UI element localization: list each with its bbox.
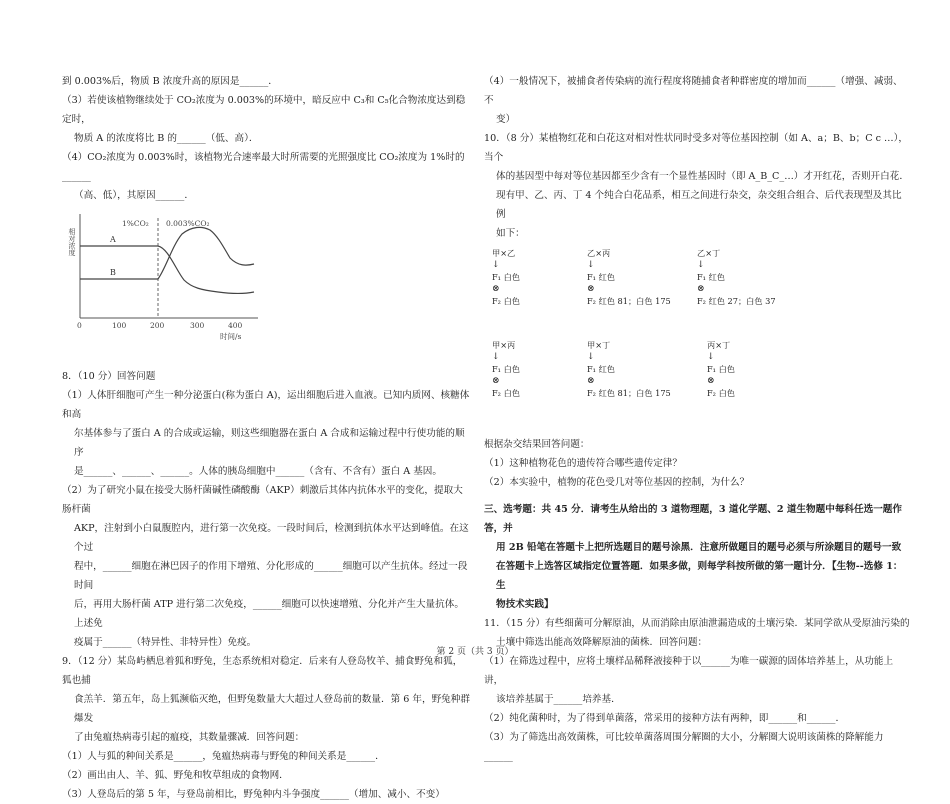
text-line: 程中，______细胞在淋巴因子的作用下增殖、分化形成的______细胞可以产生抗体。经过一段时间 (74, 561, 468, 591)
self-cross-icon: ⊗ (697, 284, 705, 294)
down-arrow-icon: ↓ (492, 260, 500, 270)
y-axis-label: 相对浓度 (68, 228, 76, 256)
text-line: （2）本实验中，植物的花色受几对等位基因的控制，为什么？ (484, 477, 750, 488)
x-axis-label: 时间/s (220, 332, 242, 341)
left-column (62, 72, 470, 804)
x-tick: 300 (190, 321, 205, 330)
concentration-chart-svg (68, 208, 268, 354)
text-line: （1）这种植物花色的遗传符合哪些遗传定律？ (484, 458, 682, 469)
text-line: 体的基因型中每对等位基因都至少含有一个显性基因时（即 A_B_C_…）才开红花，否则开白花． (496, 171, 909, 182)
cross-f1: F₁ 红色 (587, 272, 615, 282)
text-line: 现有甲、乙、丙、丁 4 个纯合白花品系，相互之间进行杂交，杂交组合组合、后代表现型及其比例 (496, 190, 902, 220)
cross-f2: F₂ 红色 81；白色 175 (587, 296, 671, 306)
label-0003pct-co2: 0.003%CO₂ (166, 219, 210, 228)
text-line: AKP，注射到小白鼠腹腔内，进行第一次免疫。一段时间后，检测到抗体水平达到峰值。在这个过 (74, 523, 469, 553)
down-arrow-icon: ↓ (707, 352, 715, 362)
cross-f1: F₁ 白色 (492, 272, 520, 282)
text-line: （1）人与狐的种间关系是______，兔瘟热病毒与野兔的种间关系是______． (62, 751, 385, 762)
text-line: 土壤中筛选出能高效降解原油的菌株．回答问题： (496, 637, 708, 648)
text-line: （3）为了筛选出高效菌株，可比较单菌落周围分解圈的大小，分解圈大说明该菌株的降解能力______ (484, 732, 884, 762)
series-b-label: B (110, 268, 116, 277)
text-line: 8．（10 分）回答问题 (62, 371, 156, 382)
cross-f1: F₁ 红色 (587, 364, 615, 374)
self-cross-icon: ⊗ (587, 284, 595, 294)
text-line: （高、低），其原因______． (74, 190, 194, 201)
cross-parents: 丙×丁 (707, 340, 731, 350)
cross-item (707, 339, 817, 399)
text-line: 了由兔瘟热病毒引起的瘟疫，其数量骤减．回答问题： (74, 732, 305, 743)
series-a-line (80, 246, 254, 294)
text-line: 疫属于______（特异性、非特异性）免疫。 (74, 637, 257, 648)
cross-f2: F₂ 白色 (492, 388, 520, 398)
cross-item (587, 247, 697, 307)
text-line: 10．（8 分）某植物红花和白花这对相对性状同时受多对等位基因控制（如 A、a；B、b；C c …），当个 (484, 133, 909, 163)
cross-parents: 乙×丙 (587, 248, 611, 258)
cross-parents: 甲×丁 (587, 340, 611, 350)
text-line: 食羔羊．第五年，岛上狐濒临灭绝，但野兔数量大大超过人登岛前的数量．第 6 年，野兔种群爆发 (74, 694, 470, 724)
text-line: （2）为了研究小鼠在接受大肠杆菌碱性磷酸酶（AKP）刺激后其体内抗体水平的变化，提取大肠杆菌 (62, 485, 463, 515)
cross-f1: F₁ 白色 (492, 364, 520, 374)
text-line: （4）一般情况下，被捕食者传染病的流行程度将随捕食者种群密度的增加而______（增强、减弱、不 (484, 76, 903, 106)
text-line: 9．（12 分）某岛屿栖息着狐和野兔，生态系统相对稳定．后来有人登岛牧羊、捕食野兔和狐，狐也捕 (62, 656, 463, 686)
text-line: （3）人登岛后的第 5 年，与登岛前相比，野兔种内斗争强度______（增加、减小、不变） (62, 789, 445, 800)
down-arrow-icon: ↓ (697, 260, 705, 270)
text-line: 如下： (496, 228, 525, 239)
cross-f1: F₁ 白色 (707, 364, 735, 374)
cross-parents: 甲×丙 (492, 340, 516, 350)
text-line: 尔基体参与了蛋白 A 的合成或运输，则这些细胞器在蛋白 A 合成和运输过程中行使功能的顺序 (74, 428, 465, 458)
down-arrow-icon: ↓ (492, 352, 500, 362)
cross-f2: F₂ 白色 (707, 388, 735, 398)
text-line: 是______、______、______。人体的胰岛细胞中______（含有、不含有）蛋白 A 基因。 (74, 466, 442, 477)
section-heading: 物技术实践】 (496, 599, 554, 610)
text-line: 变） (496, 114, 516, 125)
right-column (484, 72, 910, 766)
section-heading: 三、选考题：共 45 分．请考生从给出的 3 道物理题，3 道化学题、2 道生物题中每科任选一题作答，并 (484, 504, 902, 534)
cross-item (492, 247, 602, 307)
cross-f2: F₂ 红色 81；白色 175 (587, 388, 671, 398)
text-line: （2）纯化菌种时，为了得到单菌落，常采用的接种方法有两种，即______和______． (484, 713, 846, 724)
self-cross-icon: ⊗ (587, 376, 595, 386)
section-heading: 用 2B 铅笔在答题卡上把所选题目的题号涂黑．注意所做题目的题号必须与所涂题目的题号一致 (496, 542, 902, 553)
x-tick: 100 (112, 321, 127, 330)
text-line: 11．（15 分）有些细菌可分解原油，从而消除由原油泄漏造成的土壤污染．某同学欲从受原油污染的 (484, 618, 910, 629)
x-tick: 0 (77, 321, 82, 330)
cross-parents: 乙×丁 (697, 248, 721, 258)
cross-item (587, 339, 697, 399)
cross-f1: F₁ 红色 (697, 272, 725, 282)
text-line: 物质 A 的浓度将比 B 的______（低、高）． (74, 133, 259, 144)
label-1pct-co2: 1%CO₂ (122, 219, 149, 228)
cross-item (492, 339, 602, 399)
self-cross-icon: ⊗ (492, 376, 500, 386)
text-line: （2）画出由人、羊、狐、野兔和牧草组成的食物网． (62, 770, 289, 781)
self-cross-icon: ⊗ (707, 376, 715, 386)
self-cross-icon: ⊗ (492, 284, 500, 294)
cross-parents: 甲×乙 (492, 248, 516, 258)
cross-item (697, 247, 807, 307)
cross-diagram (492, 243, 910, 435)
cross-f2: F₂ 白色 (492, 296, 520, 306)
text-line: （4）CO₂浓度为 0.003%时，该植物光合速率最大时所需要的光照强度比 CO₂浓度为 1%时的______ (62, 152, 465, 182)
text-line: 到 0.003%后，物质 B 浓度升高的原因是______． (62, 76, 278, 87)
cross-f2: F₂ 红色 27；白色 37 (697, 296, 776, 306)
text-line: 该培养基属于______培养基． (496, 694, 621, 705)
text-line: 根据杂交结果回答问题： (484, 439, 590, 450)
x-tick: 200 (150, 321, 165, 330)
page-footer: 第 2 页（共 3 页） (436, 647, 514, 657)
down-arrow-icon: ↓ (587, 352, 595, 362)
series-a-label: A (110, 235, 116, 244)
text-line: 后，再用大肠杆菌 ATP 进行第二次免疫，______细胞可以快速增殖、分化并产生大量抗体。上述免 (74, 599, 464, 629)
concentration-chart (68, 208, 470, 361)
down-arrow-icon: ↓ (587, 260, 595, 270)
text-line: （1）人体肝细胞可产生一种分泌蛋白(称为蛋白 A)，运出细胞后进入血液。已知内质网、核糖体和高 (62, 390, 470, 420)
text-line: （3）若使该植物继续处于 CO₂浓度为 0.003%的环境中，暗反应中 C₃和 C₅化合物浓度达到稳定时， (62, 95, 466, 125)
x-tick: 400 (228, 321, 243, 330)
section-heading: 在答题卡上选答区域指定位置答题．如果多做，则每学科按所做的第一题计分．【生物--选修 1：生 (496, 561, 903, 591)
text-line: （1）在筛选过程中，应将土壤样品稀释液接种于以______为唯一碳源的固体培养基上，从功能上讲， (484, 656, 894, 686)
